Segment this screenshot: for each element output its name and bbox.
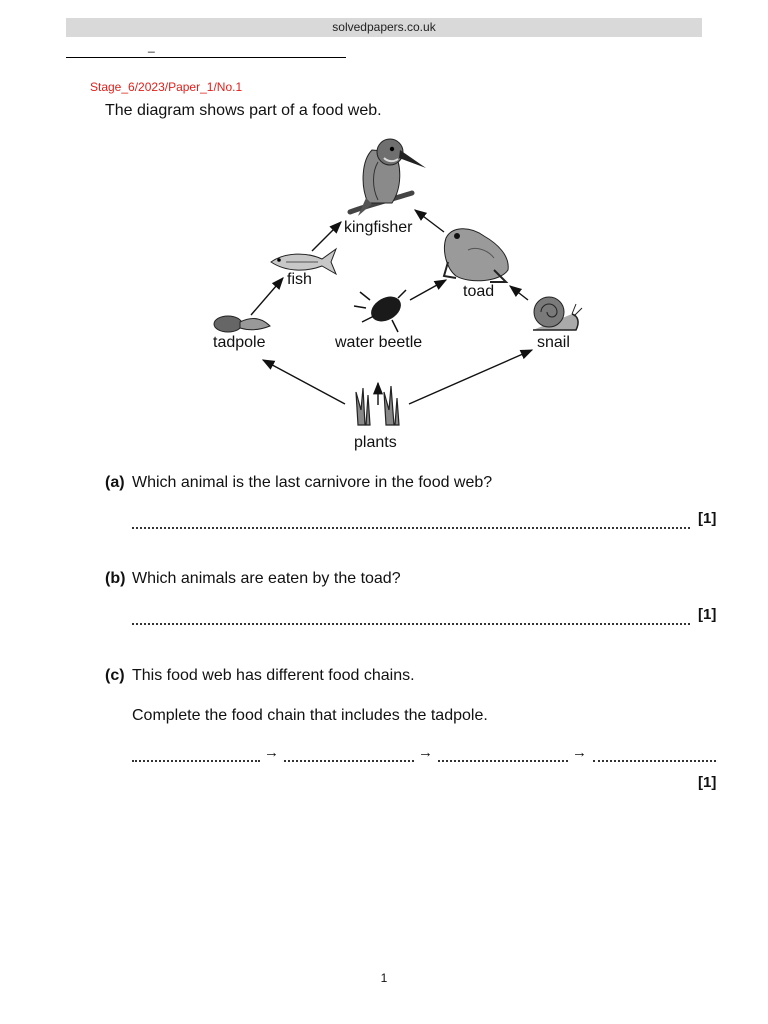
chain-blank-3[interactable] xyxy=(438,760,568,762)
chain-blank-4[interactable] xyxy=(593,760,716,762)
mark-b: [1] xyxy=(698,606,717,623)
question-c-text: This food web has different food chains. xyxy=(132,667,415,684)
mark-c: [1] xyxy=(698,774,717,791)
question-a-label: (a) xyxy=(105,474,125,491)
label-tadpole: tadpole xyxy=(213,334,266,351)
arrow-beetle-to-toad xyxy=(410,280,446,300)
label-snail: snail xyxy=(537,334,570,351)
page-number: 1 xyxy=(380,971,388,985)
kingfisher-icon xyxy=(350,139,426,216)
toad-icon xyxy=(444,229,508,282)
answer-line-a[interactable] xyxy=(132,527,690,529)
question-c-label: (c) xyxy=(105,667,125,684)
site-header: solvedpapers.co.uk xyxy=(66,18,702,37)
water-beetle-icon xyxy=(354,290,406,332)
chain-arrow-3: → xyxy=(572,744,587,761)
arrow-plants-to-snail xyxy=(409,350,532,404)
question-c-instruction: Complete the food chain that includes the tadpole. xyxy=(132,707,488,724)
chain-arrow-2: → xyxy=(418,744,433,761)
label-fish: fish xyxy=(287,271,312,288)
tadpole-icon xyxy=(214,316,270,332)
arrow-toad-to-kingfisher xyxy=(415,210,444,232)
question-a-text: Which animal is the last carnivore in the food web? xyxy=(132,474,493,491)
question-b-text: Which animals are eaten by the toad? xyxy=(132,570,401,587)
arrow-tadpole-to-fish xyxy=(251,278,283,315)
answer-line-b[interactable] xyxy=(132,623,690,625)
arrow-snail-to-toad xyxy=(510,286,528,300)
chain-arrow-1: → xyxy=(264,744,279,761)
chain-blank-1[interactable] xyxy=(132,760,260,762)
arrow-fish-to-kingfisher xyxy=(312,222,341,251)
mark-a: [1] xyxy=(698,510,717,527)
label-plants: plants xyxy=(354,434,397,451)
label-water-beetle: water beetle xyxy=(335,334,423,351)
label-kingfisher: kingfisher xyxy=(344,219,413,236)
label-toad: toad xyxy=(463,283,495,300)
chain-blank-2[interactable] xyxy=(284,760,414,762)
question-b-label: (b) xyxy=(105,570,126,587)
header-dash: _ xyxy=(148,39,155,53)
snail-icon xyxy=(533,297,582,330)
question-reference: Stage_6/2023/Paper_1/No.1 xyxy=(90,80,243,94)
food-web-diagram xyxy=(0,0,768,470)
arrow-plants-to-tadpole xyxy=(263,360,345,404)
intro-text: The diagram shows part of a food web. xyxy=(105,102,382,119)
